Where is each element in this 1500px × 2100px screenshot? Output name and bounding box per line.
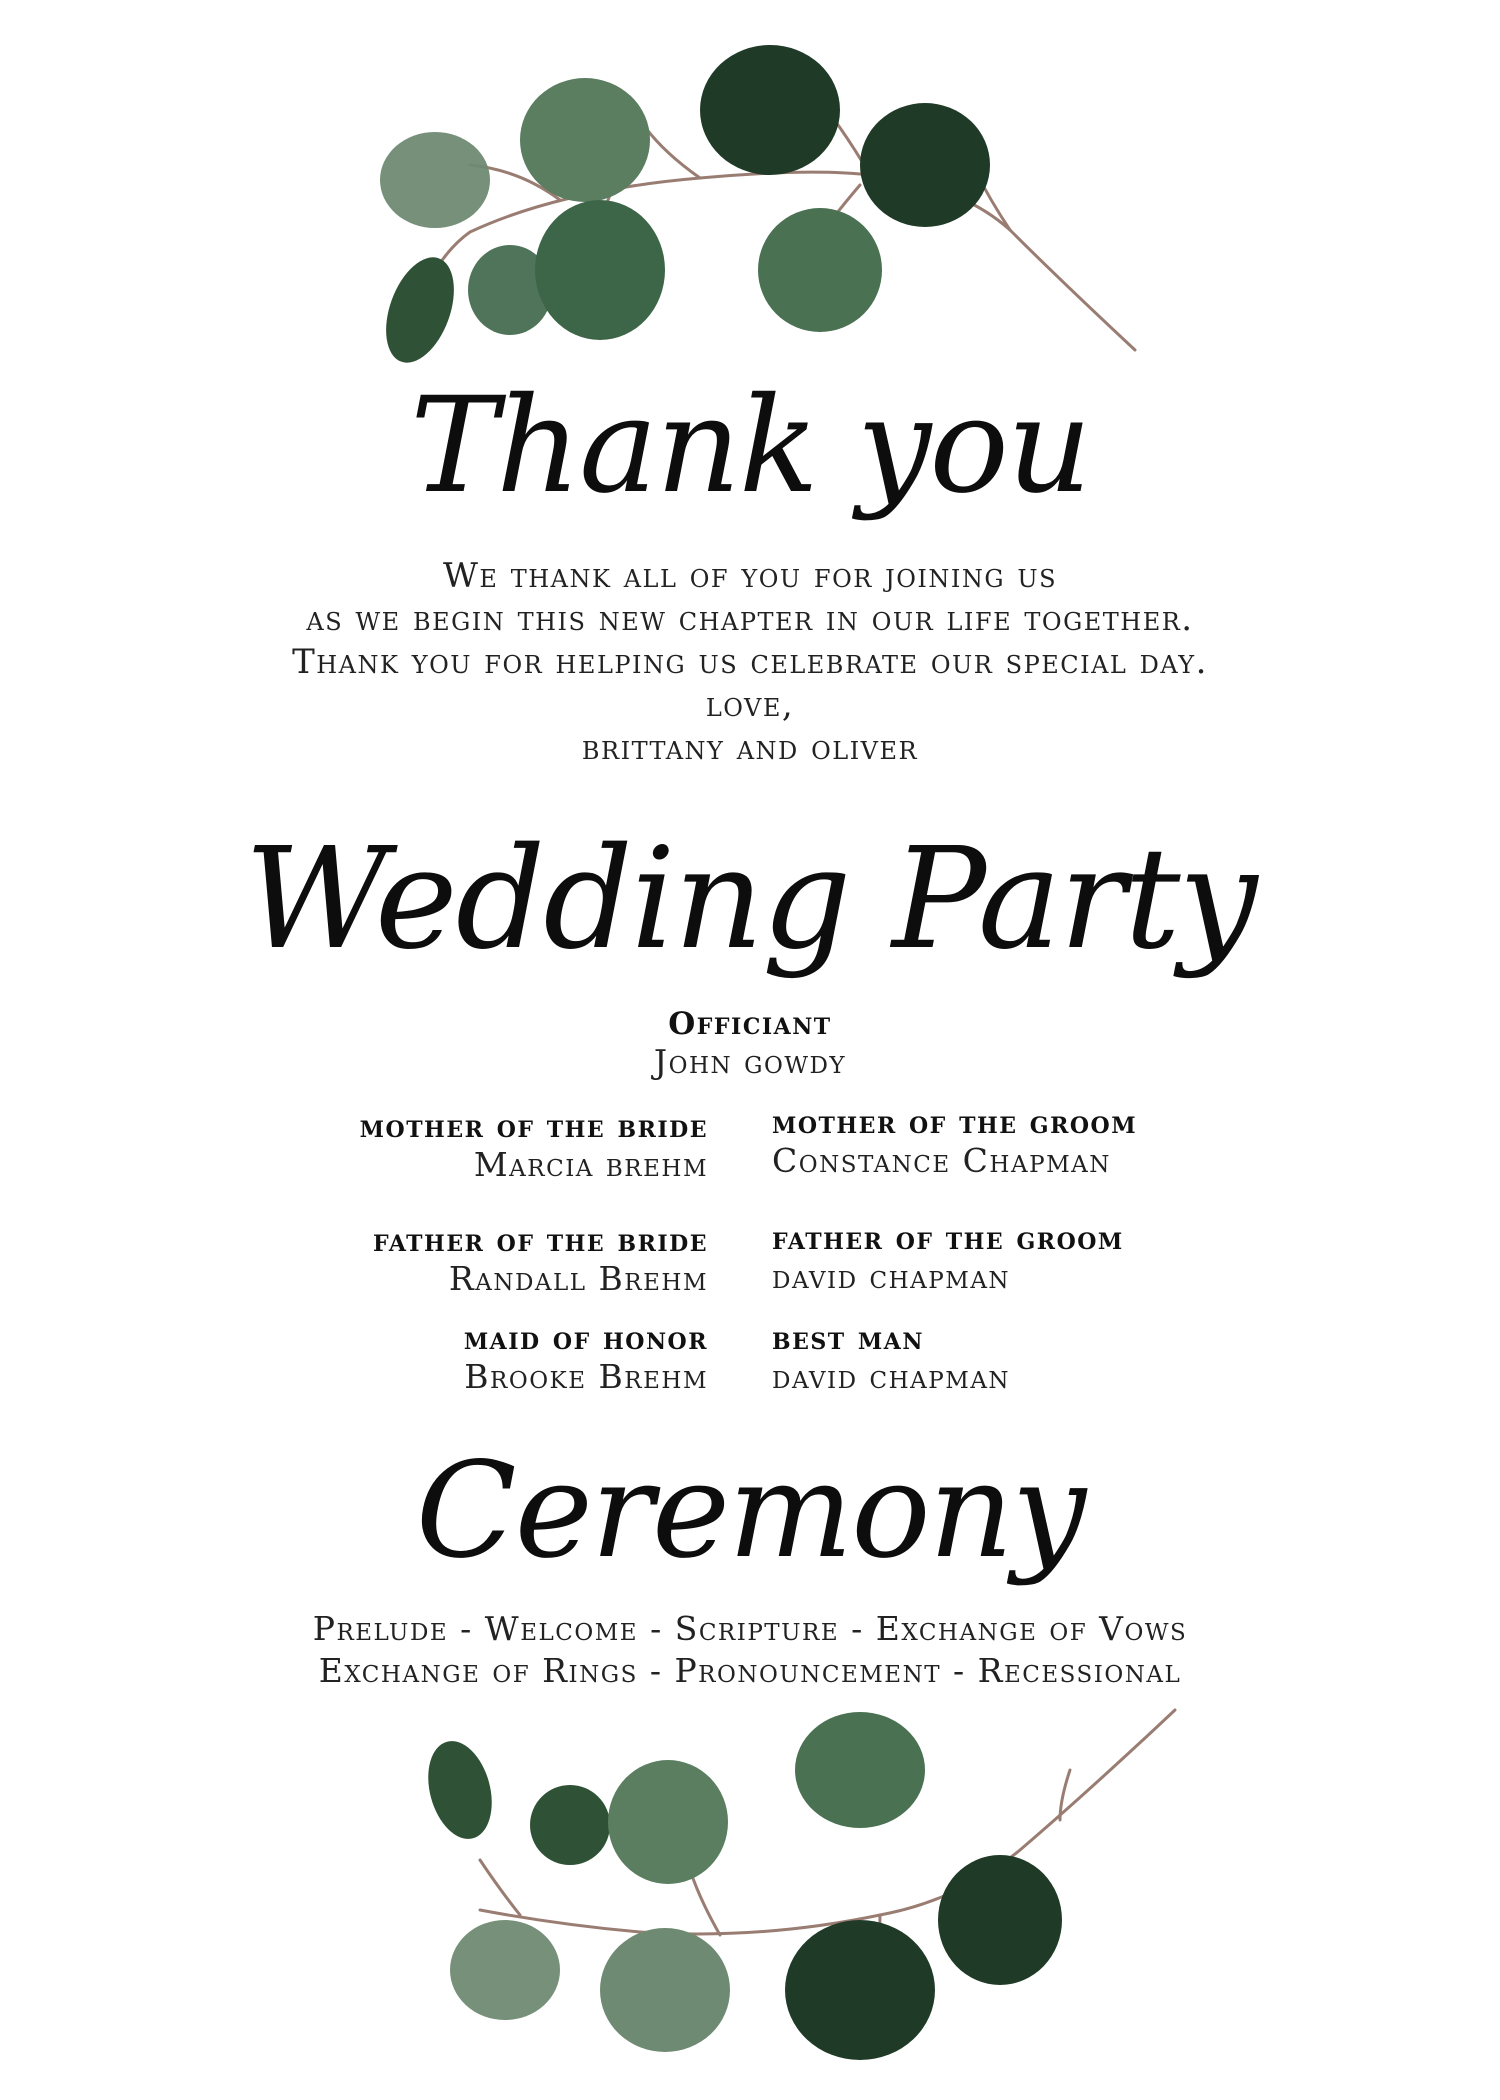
party-member-mother-of-groom bbox=[772, 1104, 1332, 1180]
officiant-entry bbox=[0, 1005, 1500, 1081]
party-name: Randall Brehm bbox=[448, 1259, 708, 1298]
ceremony-line: Prelude - Welcome - Scripture - Exchange of Vows bbox=[312, 1609, 1188, 1648]
thank-you-message bbox=[0, 555, 1500, 770]
ceremony-order bbox=[0, 1608, 1500, 1692]
party-role: father of the groom bbox=[772, 1221, 1124, 1257]
eucalyptus-branch-bottom-icon bbox=[0, 1700, 1500, 2100]
party-name: david chapman bbox=[772, 1357, 1011, 1396]
party-role: father of the bride bbox=[372, 1223, 708, 1259]
thank-you-line: We thank all of you for joining us bbox=[442, 556, 1058, 596]
thank-you-line: as we begin this new chapter in our life together. bbox=[306, 599, 1194, 639]
party-role: maid of honor bbox=[463, 1321, 708, 1357]
party-name: Marcia brehm bbox=[473, 1145, 708, 1184]
thank-you-signoff: love, bbox=[705, 685, 795, 725]
party-name: Constance Chapman bbox=[772, 1141, 1111, 1180]
eucalyptus-branch-top-icon bbox=[0, 0, 1500, 380]
party-role: mother of the bride bbox=[359, 1109, 708, 1145]
thank-you-line: Thank you for helping us celebrate our special day. bbox=[292, 642, 1208, 682]
party-role: mother of the groom bbox=[772, 1105, 1138, 1141]
party-member-father-of-bride bbox=[148, 1222, 708, 1298]
party-name: david chapman bbox=[772, 1257, 1011, 1296]
wedding-party-heading: Wedding Party bbox=[244, 818, 1256, 981]
couple-names: brittany and oliver bbox=[581, 728, 919, 768]
officiant-name: John gowdy bbox=[653, 1042, 847, 1081]
officiant-role: Officiant bbox=[668, 1006, 832, 1042]
party-member-father-of-groom bbox=[772, 1220, 1332, 1296]
party-member-maid-of-honor bbox=[148, 1320, 708, 1396]
thank-you-heading: Thank you bbox=[410, 369, 1090, 523]
party-member-best-man bbox=[772, 1320, 1332, 1396]
party-role: best man bbox=[772, 1321, 924, 1357]
ceremony-line: Exchange of Rings - Pronouncement - Recessional bbox=[318, 1651, 1182, 1690]
ceremony-heading: Ceremony bbox=[415, 1434, 1085, 1588]
party-member-mother-of-bride bbox=[148, 1108, 708, 1184]
party-name: Brooke Brehm bbox=[464, 1357, 708, 1396]
